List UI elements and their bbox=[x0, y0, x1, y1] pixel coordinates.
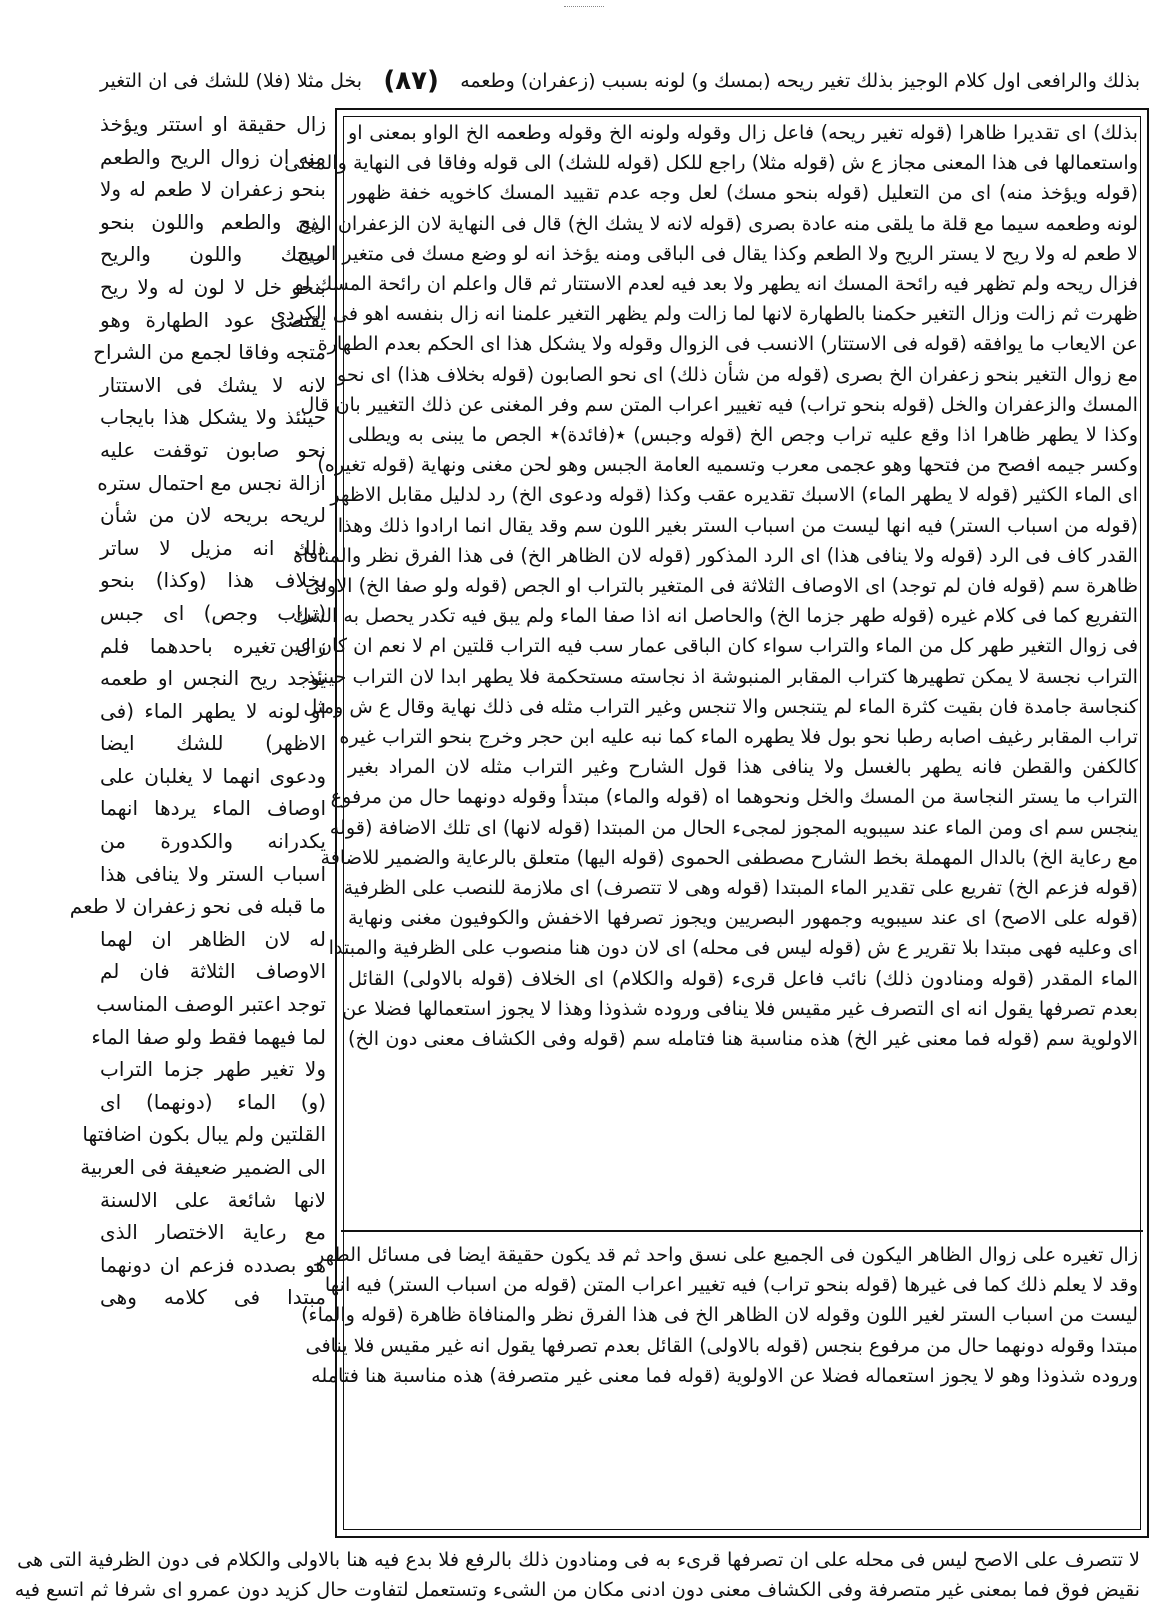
top-mark bbox=[564, 6, 604, 7]
continuation-line: نقیض فوق فما بمعنی غیر متصرفة وفی الکشاف معنی دون ادنی مکان من الشیء وتستعمل لتفاوت حال کزید دون عمرو ای شرفا ثم اتسع فیه bbox=[14, 1578, 1140, 1602]
gloss-line: وروده شذوذا وهو لا یجوز استعماله فضلا عن الاولویة (قوله فما معنی غیر متصرفة) هذه مناسبة هنا فتامله bbox=[311, 1363, 1138, 1387]
commentary-line: الماء المقدر (قوله ومنادون ذلك) نائب فاعل قریء (قوله والکلام) ای الخلاف (قوله بالاولی) القائل bbox=[348, 966, 1138, 990]
main-text-line: هو بصدده فزعم ان دونهما bbox=[100, 1252, 326, 1277]
hashiya-gloss bbox=[301, 1240, 1138, 1391]
main-text-line: ذلك انه مزیل لا ساتر bbox=[100, 535, 326, 560]
commentary-line: وکسر جیمه افصح من فتحها وهو عجمی معرب وتسمیه العامة الجبس وهو لحن مغنی ونهایة (قوله تغیره) bbox=[317, 453, 1138, 477]
main-text-line: اوصاف الماء یردها انهما bbox=[100, 796, 326, 821]
main-text-line: لریحه بریحه لان من شأن bbox=[100, 503, 326, 528]
main-text-line: یقتضی عود الطهارة وهو bbox=[100, 307, 326, 332]
commentary-line: لونه وطعمه سیما مع قلة ما یلقی منه عادة بصری (قوله لانه لا یشك الخ) قال فی النهایة لان الزعفران الذی bbox=[295, 211, 1138, 235]
main-text-line: الاظهر) للشك ایضا bbox=[100, 731, 326, 756]
main-text-line: او لونه لا یطهر الماء (فی bbox=[100, 698, 326, 723]
commentary-line: فی زوال التغیر طهر کل من الماء والتراب سواء کان الباقی عمار سب فیه التراب قلتین ام لا نعم ان کان عین bbox=[280, 634, 1138, 658]
main-text-line: اسباب الستر ولا ینافی هذا bbox=[100, 861, 326, 886]
commentary-line: عن الایعاب ما یوافقه (قوله فی الاستتار) الانسب فی الزوال وقوله ولا یشکل هذا ای الحکم بعدم الطهارة bbox=[317, 332, 1138, 356]
commentary-line: مع زوال التغیر بنحو زعفران الخ بصری (قوله من شأن ذلك) ای نحو الصابون (قوله بخلاف هذا) ای نحو bbox=[336, 362, 1138, 386]
main-text-line: بنحو خل لا لون له ولا ریح bbox=[100, 274, 326, 299]
main-text-line: زال حقیقة او استتر ویؤخذ bbox=[100, 112, 326, 136]
main-text-line: توجد اعتبر الوصف المناسب bbox=[96, 992, 326, 1017]
main-text-line: القلتین ولم یبال بکون اضافتها bbox=[82, 1122, 326, 1147]
page-number: (٨٧) bbox=[383, 66, 439, 96]
sharh-commentary bbox=[270, 118, 1138, 1054]
main-text-line: مبتدا فی کلامه وهی bbox=[100, 1285, 326, 1310]
main-text-line: ریح والطعم واللون بنحو bbox=[100, 209, 326, 234]
main-text-line: بخلاف هذا (وکذا) بنحو bbox=[100, 568, 326, 593]
commentary-line: بعدم تصرفها یقول انه ای التصرف غیر مقیس فلا ینافی وروده شذوذا وهذا لا یجوز استعمالها فضلا عن bbox=[342, 996, 1138, 1020]
commentary-line: وکذا لا یطهر ظاهرا اذا وقع علیه تراب وجص الخ (قوله وجبس) ٭(فائدة)٭ الجص ما یبنی به ویطلی bbox=[348, 423, 1138, 447]
commentary-line: (قوله فزعم الخ) تفریع علی تقدیر الماء المبتدا (قوله وهی لا تتصرف) ای ملازمة للنصب علی الظرفیة bbox=[343, 876, 1138, 900]
main-text-line: ازالة نجس مع احتمال ستره bbox=[97, 470, 326, 495]
bottom-continuation bbox=[14, 1545, 1140, 1605]
commentary-line: مع رعایة الخ) بالدال المهملة بخط الشارح مصطفی الحموی (قوله الیها) متعلق بالرعایة والضمیر للاضافة bbox=[320, 845, 1138, 869]
commentary-line: التفریع کما فی کلام غیره (قوله طهر جزما الخ) والحاصل انه اذا صفا الماء ولم یبق فیه تکدر یحصل به الشك bbox=[292, 604, 1138, 628]
main-text-line: منه ان زوال الریح والطعم bbox=[100, 144, 326, 169]
commentary-line: تراب المقابر رغیف اصابه رطبا نحو بول فلا یطهره الماء کما نبه علیه ابن حجر وخرج بنحو التراب غیره bbox=[339, 725, 1138, 749]
main-text-line: له لان الظاهر ان لهما bbox=[100, 926, 326, 951]
main-text-line: حینئذ ولا یشکل هذا بایجاب bbox=[100, 405, 326, 430]
commentary-line: کنجاسة جامدة فان بقیت کثرة الماء لم یتنجس والا تنجس وغیر التراب مثله فی ذلك نهایة وقال ع ش ومثل bbox=[303, 694, 1138, 718]
main-text-line: (تراب وجص) ای جبس bbox=[100, 600, 326, 625]
margin-main-text bbox=[69, 108, 326, 1314]
commentary-line: ظهرت ثم زالت وزال التغیر حکمنا بالطهارة لانها لما زالت ولم یظهر التغیر علمنا انه زال بنفسه اهو فی الکردی bbox=[270, 302, 1138, 326]
continuation-line: لا تتصرف علی الاصح لیس فی محله علی ان تصرفها قریء به فی ومنادون ذلك بالرفع فلا بدع فیه هنا بالاولی والکلام فی دون الظرفیة التی هی bbox=[17, 1548, 1140, 1571]
commentary-line: بذلك) ای تقدیرا ظاهرا (قوله تغیر ریحه) فاعل زال وقوله ولونه الخ وقوله وطعمه الخ الواو بمعنی او bbox=[348, 121, 1138, 144]
main-text-line: زال تغیره باحدهما فلم bbox=[100, 633, 326, 658]
commentary-line: ظاهرة سم (قوله فان لم توجد) ای الاوصاف الثلاثة فی المتغیر بالتراب او الجص (قوله ولو صفا الخ) الاولی bbox=[305, 574, 1138, 598]
commentary-line: فزال ریحه ولم تظهر فیه رائحة المسك انه یطهر ولا بعد فیه لعدم الاستتار ثم قال واعلم ان رائحة المسك لو bbox=[294, 272, 1138, 296]
commentary-line: التراب نجسة لا یمکن تطهیرها کتراب المقابر المنبوشة اذ نجاسته مستحکمة فلا یطهر ابدا لان التراب حینئذ bbox=[307, 664, 1138, 688]
commentary-line: القدر کاف فی الرد (قوله ولا ینافی هذا) ای الرد المذکور (قوله لان الظاهر الخ) فی هذا الفرق نظر والمنافاة bbox=[292, 543, 1138, 567]
main-text-line: بنحو زعفران لا طعم له ولا bbox=[100, 177, 326, 202]
header-right-text: بذلك والرافعی اول کلام الوجیز بذلك تغیر ریحه (بمسك و) لونه بسبب (زعفران) وطعمه bbox=[460, 70, 1140, 92]
main-text-line: مسك واللون والریح bbox=[100, 242, 326, 267]
gloss-line: زال تغیره علی زوال الظاهر الیکون فی الجمیع علی نسق واحد ثم قد یکون حقیقة ایضا فی مسائل الطهر bbox=[314, 1243, 1138, 1266]
commentary-line: ینجس سم ای ومن الماء عند سیبویه المجوز لمجیء الحال من المبتدا (قوله لانها) ای تلك الاضافة (قوله bbox=[329, 815, 1138, 839]
commentary-line: ای الماء الکثیر (قوله لا یطهر الماء) الاسبك تقدیره عقب وکذا (قوله ودعوی الخ) رد لدلیل مقابل الاظهر bbox=[330, 483, 1138, 507]
commentary-line: (قوله ویؤخذ منه) ای من التعلیل (قوله بنحو مسك) لعل وجه عدم تقیید المسك کاخویه خفة ظهور bbox=[348, 181, 1138, 205]
main-text-line: یوجد ریح النجس او طعمه bbox=[100, 666, 326, 691]
commentary-line: واستعمالها فی هذا المعنی مجاز ع ش (قوله مثلا) راجع للکل (قوله للشك) الی قوله وفاقا فی النهایة والمغنی bbox=[284, 151, 1138, 175]
gloss-line: وقد لا یعلم ذلك کما فی غیرها (قوله بنحو تراب) فیه تغییر اعراب المتن (قوله من اسباب الستر) فیه انها bbox=[324, 1273, 1138, 1297]
main-text-line: یکدرانه والکدورة من bbox=[100, 829, 326, 854]
commentary-line: ای وعلیه فهی مبتدا بلا تقریر ع ش (قوله لیس فی محله) ای لان دون هنا منصوب علی الظرفیة والمبتدا bbox=[328, 936, 1138, 960]
main-text-line: نحو صابون توقفت علیه bbox=[100, 437, 326, 462]
main-text-line: (و) الماء (دونهما) ای bbox=[100, 1089, 326, 1114]
commentary-line: کالکفن والقطن فانه یطهر بالغسل ولا ینافی هذا قول الشارح وغیر التراب مثله لان المراد بغیر bbox=[348, 755, 1138, 779]
main-text-line: ما قبله فی نحو زعفران لا طعم bbox=[69, 894, 326, 919]
main-text-line: لانها شائعة علی الالسنة bbox=[100, 1187, 326, 1212]
gloss-line: مبتدا وقوله دونهما حال من مرفوع بنجس (قوله بالاولی) القائل بعدم تصرفها یقول انه غیر مقیس فلا ینافی bbox=[305, 1333, 1138, 1357]
commentary-line: التراب ما یستر النجاسة من المسك والخل ونحوهما اه (قوله والماء) مبتدأ وقوله دونهما حال من مرفوع bbox=[330, 785, 1138, 809]
main-text-line: لما فیهما فقط ولو صفا الماء bbox=[91, 1024, 326, 1049]
running-header bbox=[100, 58, 1140, 104]
main-text-line: الی الضمیر ضعیفة فی العربیة bbox=[80, 1155, 326, 1179]
commentary-line: لا طعم له ولا ریح لا یستر الریح ولا الطعم وکذا یقال فی الباقی ومنه یؤخذ انه لو وضع مسك فی متغیر الریح bbox=[296, 241, 1138, 265]
commentary-line: (قوله علی الاصح) ای عند سیبویه وجمهور البصریین ویجوز تصرفها الاخفش والکوفیون مغنی ونهایة bbox=[348, 906, 1138, 930]
gloss-line: لیست من اسباب الستر لغیر اللون وقوله لان الظاهر الخ فی هذا الفرق نظر والمنافاة ظاهرة (قوله والماء) bbox=[301, 1303, 1138, 1327]
commentary-line: (قوله من اسباب الستر) فیه انها لیست من اسباب الستر بغیر اللون سم وقد یقال انما ارادوا ذلك وهذا bbox=[337, 513, 1138, 537]
header-left-text: بخل مثلا (فلا) للشك فی ان التغیر bbox=[100, 70, 363, 92]
main-text-line: متجه وفاقا لجمع من الشراح bbox=[93, 340, 326, 365]
commentary-line: المسك والزعفران والخل (قوله بنحو تراب) فیه تغییر اعراب المتن سم وفر المغنی عن ذلك التغییر بان قال bbox=[300, 392, 1138, 416]
main-text-line: ولا تغیر طهر جزما التراب bbox=[100, 1057, 326, 1082]
section-divider bbox=[341, 1230, 1143, 1232]
main-text-line: لانه لا یشك فی الاستتار bbox=[100, 372, 326, 397]
main-text-line: مع رعایة الاختصار الذی bbox=[100, 1220, 326, 1245]
commentary-line: الاولویة سم (قوله فما معنی غیر الخ) هذه مناسبة هنا فتامله سم (قوله وفی الکشاف معنی دون الخ) bbox=[348, 1027, 1138, 1051]
main-text-line: ودعوی انهما لا یغلبان علی bbox=[100, 763, 326, 788]
main-text-line: الاوصاف الثلاثة فان لم bbox=[100, 959, 326, 984]
